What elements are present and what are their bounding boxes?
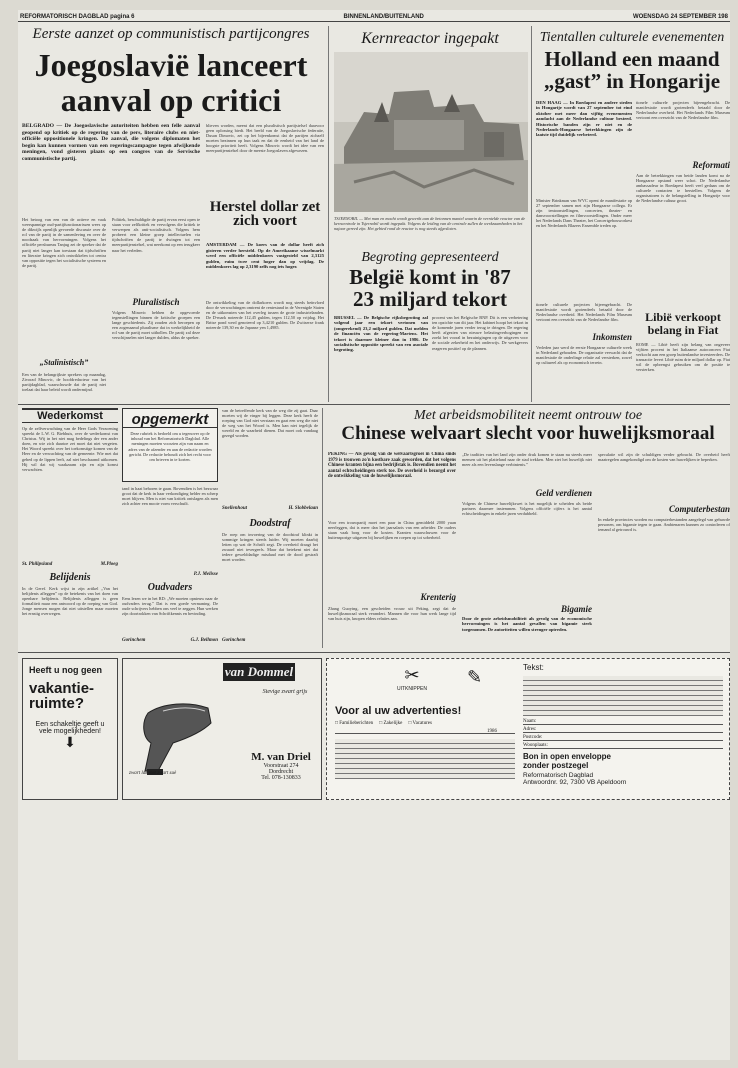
coupon-text-lines[interactable] xyxy=(335,739,515,779)
china-headline: Chinese welvaart slecht voor huwelijksmoraal xyxy=(341,423,715,444)
china-body-2: Zhang Guoying, een gescheiden vrouw uit Peking, zegt dat de huwelijksmoraal sterk verandert. Mannen die voor hun werk lange tijd van huis zijn, knopen elders relaties aan. xyxy=(328,606,456,622)
opgemerkt-intro: Deze rubriek is bedoeld om u tegenover op de inhoud van het Reformatorisch Dagblad. Alle meningen moeten voorzien zijn van naam en adres van de afzender en aan de redactie worden gericht. De redactie behoudt zich het recht voor om brieven in te korten. xyxy=(128,431,212,462)
yugo-subhead-pluralistisch: Pluralistisch xyxy=(132,297,180,307)
china-column-2c: Door de grote arbeidsmobiliteit als gevolg van de economische hervormingen is het aantal gevallen van bigamie sterk toegenomen. De autoriteiten willen strenger optreden. xyxy=(462,616,592,632)
shoe-note-2: zwart lak met zwart suè xyxy=(129,771,177,776)
header-right: WOENSDAG 24 SEPTEMBER 198 xyxy=(632,14,728,20)
china-subhead-computer: Computerbestan xyxy=(668,504,730,514)
bon-line-1: Bon in open enveloppe xyxy=(523,752,612,761)
header-center: BINNENLAND/BUITENLAND xyxy=(343,14,424,20)
shoe-illustration xyxy=(133,683,253,783)
wederkomst-title-bar xyxy=(22,408,118,423)
shop-name: M. van Driel xyxy=(251,751,311,763)
option-zakelijk-label: Zakelijke xyxy=(383,721,403,726)
oudvaders-author: G.J. Bellmon xyxy=(190,638,218,643)
tekst-section xyxy=(523,663,723,786)
column-rule xyxy=(328,26,329,402)
hongarije-subhead-inkomsten: Inkomsten xyxy=(592,332,632,342)
hongarije-right-body: Aan de betrekkingen van beide landen komt na de Hongaarse opstand weer schot. De Nederlandse ambassadeur in Boedapest heeft veel gedaan om de culturele contacten te herstellen. Volgens de organisatoren is de belangstelling in Hongarije voor de Nederlandse cultuur groot. xyxy=(636,173,730,204)
field-address[interactable]: Adres: xyxy=(523,727,723,733)
belijdenis-subhead: Belijdenis xyxy=(49,572,91,583)
tekst-label: Tekst: xyxy=(523,663,544,672)
option-vacatures[interactable]: □ Vacatures xyxy=(408,721,432,726)
doodstraf-signature: Gorinchem xyxy=(222,638,246,643)
column-rule xyxy=(322,408,323,648)
hongarije-kicker: Tientallen culturele evenementen xyxy=(539,30,725,45)
hongarije-body: Minister Brinkman van WVC opent de manifestatie op 27 september samen met zijn Hongaarse collega. Er zijn tentoonstellingen, concerten, theater- en dansvoorstellingen en filmvoorstellingen. Onder meer het Nederlands Dans Theater, het Concertgebouworkest en het Nederlands Blazers Ensemble treden op. xyxy=(536,198,632,229)
yugo-lead: BELGRADO — De Joegoslavische autoriteiten hebben een felle aanval geopend op kritiek op de regering van de pers, literaire clubs en niet-officiële oppositionele kringen. De aanval, die volgens diplomaten het begin kan kunnen vormen van een regeringscampagne tegen afwijkende meningen, vond gisteren plaats op een congres van de Servische communistische partij. xyxy=(22,123,200,162)
arrow-down-icon: ⬇ xyxy=(64,736,76,751)
hongarije-lead: DEN HAAG — In Boedapest en andere steden in Hongarije wordt van 27 september tot eind oktober met meer dan vijftig evenementen aandacht aan de Nederlandse cultuur besteed. Historische banden zijn er niet en de Nederlands-Hongaarse betrekkingen zijn de laatste tijd duidelijk verbeterd. xyxy=(536,100,632,138)
vakantie-bottom: Een schakeltje geeft u vele mogelijkheden! xyxy=(35,721,105,735)
ad-section-rule xyxy=(18,652,730,653)
field-city[interactable]: Woonplaats: xyxy=(523,743,723,749)
coupon-scissors xyxy=(367,665,457,692)
vakantie-top: Heeft u nog geen xyxy=(29,665,103,675)
vakantie-big: vakantie-ruimte? xyxy=(29,680,95,712)
field-postcode[interactable]: Postcode: xyxy=(523,735,723,741)
van-dommel-logo: van Dommel xyxy=(224,664,294,679)
vakantie-ad[interactable] xyxy=(22,658,118,800)
yugo-column-1b: Een van de belangrijkste sprekers op maandag, Zivorad Minovic, de hoofdredacteur van het partijdagblad, waarschuwde dat de partij niet toelaat dat haar beleid wordt ondermijnd. xyxy=(22,372,106,393)
scissors-icon: ✂ xyxy=(404,665,420,685)
yugo-subhead-stalinistisch: „Stalinistisch” xyxy=(39,358,89,367)
option-familie[interactable]: □ Familieberichten xyxy=(335,721,374,726)
oudvaders-subhead: Oudvaders xyxy=(147,582,193,593)
option-familie-label: Familieberichten xyxy=(339,721,374,726)
china-column-3: speculatie wil zijn de schuldigen verder gebracht. De overheid heeft maatregelen aangekondigd om de kosten van huwelijken te beperken. xyxy=(598,452,730,463)
dollar-body: De ontwikkeling van de dollarkoers wordt nog steeds beïnvloed door de verwachtingen omtrent de rentestand in de Verenigde Staten en de uitkomsten van het overleg tussen de grote industrielanden. De D-mark noteerde 112,45 gulden, tegen 112,50 op vrijdag. Het Britse pond werd genoteerd op 3,4210 gulden. De Zwitserse frank noteerde 139,30 en de Japanse yen 1,4985. xyxy=(206,300,324,331)
opgemerkt-title: opgemerkt xyxy=(123,413,217,428)
hongarije-column-2b: Verleden jaar werd de eerste Hongaarse culturele week in Nederland gehouden. De organisatie verwacht dat de manifestatie de onderlinge relatie zal versterken, zowel op cultureel als op economisch terrein. xyxy=(536,345,632,366)
advertentie-coupon[interactable] xyxy=(326,658,730,800)
newspaper-page xyxy=(18,10,730,1060)
letters-column-3: van de betreffende kerk van de weg die zij gaat. Daar moeten wij de vinger bij leggen. Deze kerk heeft de roeping van God niet verstaan en gaat een weg die niet de weg van het Woord is. Men kan niet tegelijk de wereld en de waarheid dienen. Dat moet ook vandaag gezegd worden. xyxy=(222,408,318,439)
letters-column-3-signature xyxy=(222,506,318,511)
page-header xyxy=(18,10,730,22)
bon-line-2: zonder postzegel xyxy=(523,761,589,770)
doodstraf-body: De roep om invoering van de doodstraf klinkt in sommige kringen steeds luider. Wij moeten daarbij letten op wat de Schrift zegt. De overheid draagt het zwaard niet tevergeefs. Maar dat betekent niet dat iedere gewelddadige misdaad met de dood gestraft moet worden. xyxy=(222,532,318,563)
oudvaders-body: Eens lezen we in het RD: „We moeten opnieuw naar de oudvaders terug.” Dat is een goede vermaning. De oude schrijvers hebben ons veel te zeggen. Hun werken zijn doortrokken van Schriftkennis en bevinding. xyxy=(122,596,218,617)
dollar-lead: AMSTERDAM — De koers van de dollar heeft zich gisteren verder hersteld. Op de Amerikaanse wisselmarkt werd een officiële middenkoers vastgesteld van 2,3125 gulden, ruim twee cent hoger dan op vrijdag. De middenkoers lag op 2,3190 zelfs nog iets hoger. xyxy=(206,242,324,269)
option-zakelijk[interactable]: □ Zakelijke xyxy=(379,721,403,726)
belgie-lead: BRUSSEL — De Belgische rijksbegroting zal volgend jaar een tekort vertonen van (omgerekend) 23,2 miljard gulden. Dat melden de financiën van de regering-Martens. Het tekort is daarmee kleiner dan in 1986. De socialistische oppositie spreekt van een asociale begroting. xyxy=(334,315,428,353)
column-rule xyxy=(531,26,532,402)
yugo-kicker: Eerste aanzet op communistisch partijcongres xyxy=(32,26,310,42)
belgie-column-2: procent van het Belgische BNP. Dit is een verbetering ten opzichte van dit jaar. Het kabinet hoopt het tekort in de komende jaren verder terug te dringen. De regering heeft afgezien van nieuwe belastingverhogingen en zoekt het vooral in bezuinigingen op de uitgaven voor de sociale zekerheid en het onderwijs. De werkgevers reageren positief op de plannen. xyxy=(432,315,528,351)
dollar-headline: Herstel dollar zet zich voort xyxy=(209,199,321,230)
shop-street: Voorstraat 274 xyxy=(263,763,299,769)
libie-body: ROME — Libië heeft zijn belang van ongeveer vijftien procent in het Italiaanse autoconcern Fiat verkocht aan een groep buitenlandse investeerders. De transactie levert Libië ruim drie miljard dollar op. Fiat wil de opbrengst gebruiken om de positie te versterken. xyxy=(636,342,730,373)
china-body: Voor een trouwpartij moet een paar in China gemiddeld 2000 yuan neerleggen, dat is meer dan het jaarsalaris van een arbeider. De ouders staan vaak borg voor de kosten. Kranten waarschuwen voor de buitensporige uitgaven bij huwelijken en roepen op tot soberheid. xyxy=(328,520,456,541)
shop-address xyxy=(243,751,319,781)
yugo-column-3: blieven worden, meent dat een pluralistisch partijstelsel daarvoor geen oplossing biedt. Het beeld van de Joegoslavische federatie, Dusan Dimovic, zei op het bijeenkomst dat de partijen zichzelf moeten bezinnen op hun taak en dat de eenheid van het land de hoogste prioriteit heeft. Volgens Minovic wordt het idee van een meerpartijenstelsel door de meeste Joegoslaven afgewezen. xyxy=(206,123,324,154)
china-subhead-geld: Geld verdienen xyxy=(535,488,592,498)
hongarije-headline-1: Holland een maand xyxy=(544,47,720,71)
wederkomst-author: M.Ploeg xyxy=(100,562,118,567)
china-subhead-bigamie: Bigamie xyxy=(561,604,592,614)
bon-dest-2: Antwoordnr. 92, 7300 VB Apeldoorn xyxy=(523,779,627,786)
field-name[interactable]: Naam: xyxy=(523,719,723,725)
hongarije-right-column: tionele culturele projecten bijeengebracht. De manifestatie wordt grotendeels betaald door de Nederlandse overheid. Het Nederlands Film Museum vertoont een overzicht van de Nederlandse film. xyxy=(636,100,730,121)
belgie-kicker: Begroting gepresenteerd xyxy=(361,250,499,265)
china-kicker: Met arbeidsmobiliteit neemt ontrouw toe xyxy=(413,408,643,423)
hongarije-column-2: tionele culturele projecten bijeengebracht. De manifestatie wordt grotendeels betaald door de Nederlandse overheid. Het Nederlands Film Museum vertoont een overzicht van de Nederlandse film. xyxy=(536,302,632,323)
tekst-lines[interactable] xyxy=(523,676,723,716)
letters-place: Snellenhout xyxy=(222,506,248,511)
china-column-2: „De tradities van het land zijn onder druk komen te staan nu steeds meer mensen uit het platteland naar de stad trekken. Men ziet het huwelijk niet meer als een levenslange verbintenis.” xyxy=(462,452,592,468)
yugo-headline-1: Joegoslavië lanceert xyxy=(34,47,308,83)
libie-headline-2: belang in Fiat xyxy=(647,323,719,337)
pen-icon: ✎ xyxy=(467,667,483,687)
uitknippen-label: UITKNIPPEN xyxy=(396,686,427,692)
wederkomst-place: St. Philipsland xyxy=(22,562,53,567)
reactor-caption: TSJERNOBIL — Met man en macht wordt gewerkt aan de betonnen mantel waarin de vernielde reactor van de kerncentrale in Tsjernobil wordt ingepakt. Volgens de leiding van de centrale zullen de werkzaamheden in het najaar gereed zijn. Het gebied rond de reactor is nog steeds afgesloten. xyxy=(334,216,526,231)
shop-tel: Tel. 078-130833 xyxy=(261,775,301,781)
hongarije-headline-2: „gast” in Hongarije xyxy=(543,69,721,93)
china-column-3b: In enkele provincies worden nu computerbestanden aangelegd van gehuwde personen, om bigamie tegen te gaan. Ambtenaren kunnen zo controleren of iemand al getrouwd is. xyxy=(598,517,730,533)
opgemerkt-signature: P.J. Melisse xyxy=(193,572,218,577)
shoe-ad[interactable] xyxy=(122,658,322,800)
wederkomst-body: Op de zelfverwachting van de Heer Gods Verzoening spreekt de L.W. G. Biebhuis, over de wederkomst van Christus. Wij in het niet mag bedelings der een ander doen, en wie zich daartoe zet moet dat niet vergeten. Het Woord spreekt over het toekomstige komen van de Heer en de verwachting van de gemeente. Wie met dat gebed op de lippen leeft, zal niet beschaamd uitkomen. Hij wil dat wij waakzaam zijn en zijn komst verwachten. xyxy=(22,426,118,472)
hongarije-subhead-reformati: Reformati xyxy=(692,160,730,170)
coupon-title: Voor al uw advertenties! xyxy=(335,705,462,717)
libie-headline-1: Libië verkoopt xyxy=(645,310,721,324)
option-vacatures-label: Vacatures xyxy=(412,721,432,726)
doodstraf-subhead: Doodstraf xyxy=(249,518,291,529)
oudvaders-signature xyxy=(122,638,218,643)
section-rule xyxy=(18,404,730,405)
shop-city: Dordrecht xyxy=(268,769,294,775)
reactor-kicker: Kernreactor ingepakt xyxy=(361,30,499,47)
wederkomst-signature xyxy=(22,562,118,567)
opgemerkt-body: tand in haat behoren te gaan. Bovendien is het bezwaar groot dat de kerk in haar verkondiging helder en scherp moet blijven. Men is niet van kritiek ontslagen als men zich achter een mooie vorm verschuilt. xyxy=(122,486,218,507)
yugo-headline-2: aanval op critici xyxy=(60,82,282,118)
belgie-headline-1: België komt in '87 xyxy=(349,265,511,289)
oudvaders-place: Gorinchem xyxy=(122,638,146,643)
china-lead: PEKING — Als gevolg van de welvaartsgroei in China sinds 1979 is trouwen zo'n kostbare zaak geworden, dat het volgens Chinese kranten bijna een bedrijfstak is. Bovendien neemt het aantal echtscheidingen sterk toe. De overheid is bezorgd over de ontwikkeling van de huwelijksmoraal. xyxy=(328,452,456,480)
header-left: REFORMATORISCH DAGBLAD pagina 6 xyxy=(20,14,135,20)
bon-dest-1: Reformatorisch Dagblad xyxy=(523,772,594,779)
yugo-column-2b: Volgens Minovic hebben de opgevoerde tegenstellingen binnen de kritische groepen een lange geschiedenis. Zij zouden zich beroepen op een zogenaamd pluralisme dat in werkelijkheid de rol van de partij moet uithollen. De partij zal deze verschijnselen niet langer dulden, aldus de spreker. xyxy=(112,310,200,341)
shoe-note: Stevige zwart grijs xyxy=(262,689,308,695)
yugo-column-2: Politiek, beschuldigde de partij ervan eerst open te staan voor zelfkritiek en vervolgens die kritiek te verwerpen als anti-socialistisch. Volgens hem probeert een kleine groep intellectuelen via tijdschriften de partij te dwingen tot een meerpartijenstelsel, wat neerkomt op een terugkeer naar het verleden. xyxy=(112,217,200,253)
china-subhead-krenterig: Krenterig xyxy=(420,592,456,602)
wederkomst-title: Wederkomst xyxy=(37,410,103,422)
yugo-column-1: Het betoog van een van de actieve en vaak weerspannige oud-partijfunctionarissen wees op de dikwijls openlijk gevoerde discussie over de rol van de partij in de samenleving en over de noodzaak van hervormingen. Volgens het officiële persbureau Tanjug zei de spreker dat de partij niet langer kan toestaan dat tijdschriften en literaire kringen zich ontwikkelen tot centra van oppositie tegen het socialistische systeem en de partij. xyxy=(22,217,106,268)
opgemerkt-box xyxy=(122,408,218,482)
coupon-options xyxy=(335,721,432,726)
china-column-2b: Volgens de Chinese huwelijkswet is het mogelijk te scheiden als beide partners daarmee instemmen. Volgens officiële cijfers is het aantal echtscheidingen in enkele jaren verdubbeld. xyxy=(462,501,592,517)
letters-author: H. Slobbelaan xyxy=(288,506,318,511)
reactor-photo xyxy=(334,52,528,212)
belgie-headline-2: 23 miljard tekort xyxy=(353,287,507,311)
belijdenis-body: In de Geref. Kerk wijst in zijn artikel „Van het belijdenis afleggen” op de betekenis van het doen van openbare belijdenis. Belijdenis afleggen is geen formaliteit maar een antwoord op de roeping van God. Jonge mensen mogen dat niet uitstellen maar moeten het ernstig overwegen. xyxy=(22,586,118,617)
coupon-date: 1986 xyxy=(487,729,497,734)
